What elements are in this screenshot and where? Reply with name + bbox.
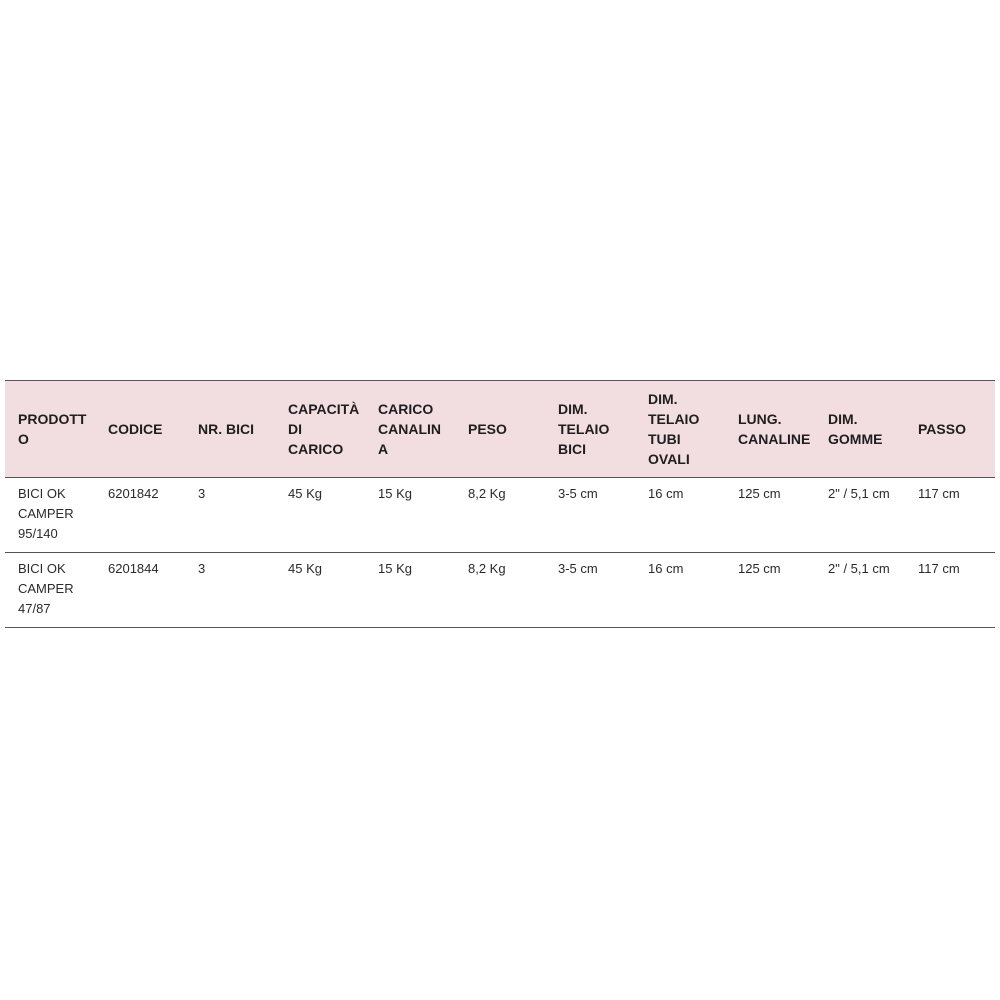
cell-prodotto: BICI OK CAMPER 95/140 — [5, 478, 95, 553]
header-passo: PASSO — [905, 381, 995, 478]
cell-lung-canaline: 125 cm — [725, 478, 815, 553]
header-row — [5, 381, 995, 478]
header-peso: PESO — [455, 381, 545, 478]
spec-table — [5, 380, 995, 628]
cell-passo: 117 cm — [905, 478, 995, 553]
table-row — [5, 553, 995, 628]
cell-prodotto: BICI OK CAMPER 47/87 — [5, 553, 95, 628]
cell-carico-canalina: 15 Kg — [365, 478, 455, 553]
cell-carico-canalina: 15 Kg — [365, 553, 455, 628]
cell-lung-canaline: 125 cm — [725, 553, 815, 628]
header-dim-telaio-tubi-ovali: DIM. TELAIO TUBI OVALI — [635, 381, 725, 478]
cell-dim-telaio-bici: 3-5 cm — [545, 553, 635, 628]
cell-peso: 8,2 Kg — [455, 478, 545, 553]
table-row — [5, 478, 995, 553]
cell-nr-bici: 3 — [185, 478, 275, 553]
cell-dim-telaio-tubi-ovali: 16 cm — [635, 478, 725, 553]
header-prodotto: PRODOTTO — [5, 381, 95, 478]
cell-dim-gomme: 2" / 5,1 cm — [815, 553, 905, 628]
header-lung-canaline: LUNG. CANALINE — [725, 381, 815, 478]
cell-capacita-di-carico: 45 Kg — [275, 478, 365, 553]
header-codice: CODICE — [95, 381, 185, 478]
cell-capacita-di-carico: 45 Kg — [275, 553, 365, 628]
cell-codice: 6201842 — [95, 478, 185, 553]
cell-dim-telaio-bici: 3-5 cm — [545, 478, 635, 553]
cell-passo: 117 cm — [905, 553, 995, 628]
header-dim-telaio-bici: DIM. TELAIO BICI — [545, 381, 635, 478]
header-dim-gomme: DIM. GOMME — [815, 381, 905, 478]
header-nr-bici: NR. BICI — [185, 381, 275, 478]
header-carico-canalina: CARICO CANALINA — [365, 381, 455, 478]
header-capacita-di-carico: CAPACITÀ DI CARICO — [275, 381, 365, 478]
cell-nr-bici: 3 — [185, 553, 275, 628]
cell-codice: 6201844 — [95, 553, 185, 628]
cell-peso: 8,2 Kg — [455, 553, 545, 628]
cell-dim-gomme: 2" / 5,1 cm — [815, 478, 905, 553]
cell-dim-telaio-tubi-ovali: 16 cm — [635, 553, 725, 628]
